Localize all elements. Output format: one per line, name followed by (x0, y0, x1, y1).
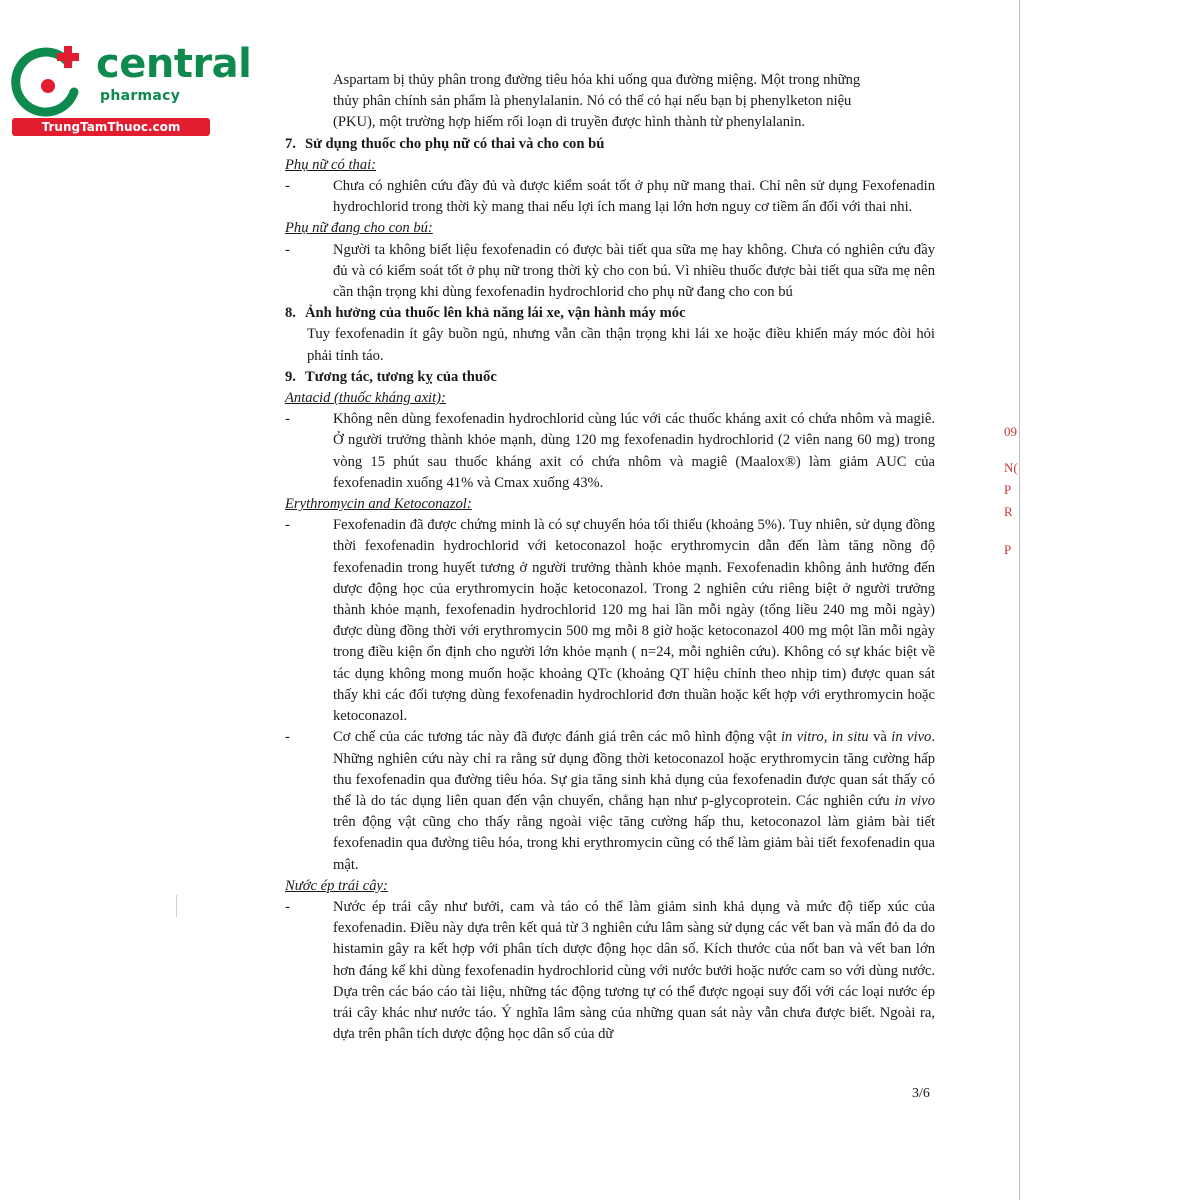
margin-stamp-fragment: P (1004, 542, 1012, 557)
section-7-paragraph-breastfeeding: - Người ta không biết liệu fexofenadin có được bài tiết qua sữa mẹ hay không. Chưa có nghiên cứu đầy đủ và có kiểm soát tốt ở phụ nữ trong thời kỳ cho con bú. Vì nhiều thuốc được bài tiết qua sữa mẹ nên cần thận trọng khi dùng fexofenadin hydrochlorid cho phụ nữ đang cho con bú (285, 240, 935, 304)
section-7-sub-breastfeeding: Phụ nữ đang cho con bú: (285, 220, 433, 237)
document-page (285, 70, 935, 1045)
section-9-sub-erythromycin: Erythromycin and Ketoconazol: (285, 496, 472, 513)
section-7-paragraph-pregnant: - Chưa có nghiên cứu đầy đủ và được kiểm soát tốt ở phụ nữ mang thai. Chỉ nên sử dụng Fexofenadin hydrochlorid trong thời kỳ mang thai nếu lợi ích mang lại lớn hơn nguy cơ tiềm ẩn đối với thai nhi. (285, 176, 935, 218)
page-edge-divider (1019, 0, 1020, 1200)
section-7-heading: 7. Sử dụng thuốc cho phụ nữ có thai và cho con bú (285, 135, 605, 152)
section-7-sub-pregnant: Phụ nữ có thai: (285, 156, 377, 173)
intro-line: (PKU), một trường hợp hiếm rối loạn di truyền được hình thành từ phenylalanin. (333, 114, 806, 131)
intro-line: thủy phân chính sản phẩm là phenylalanin. Nó có thể có hại nếu bạn bị phenylketon niệu (333, 93, 852, 110)
brand-website[interactable]: TrungTamThuoc.com (12, 118, 210, 136)
scan-mark (176, 895, 177, 917)
section-9-paragraph-mechanism: - Cơ chế của các tương tác này đã được đánh giá trên các mô hình động vật in vitro, in situ và in vivo. Những nghiên cứu này chỉ ra rằng sử dụng đồng thời ketoconazol hoặc erythromycin tăng cường hấp thu fexofenadin qua đường tiêu hóa. Sự gia tăng sinh khả dụng của fexofenadin được quan sát thấy có thể là do tác dụng liên quan đến vận chuyển, chẳng hạn như p-glycoprotein. Các nghiên cứu in vivo trên động vật cũng cho thấy rằng ngoài việc tăng cường hấp thu, ketoconazol làm giảm bài tiết fexofenadin qua đường tiêu hóa, trong khi erythromycin cũng có thể làm giảm bài tiết fexofenadin qua mật. (285, 727, 935, 875)
intro-line: Aspartam bị thủy phân trong đường tiêu hóa khi uống qua đường miệng. Một trong những (333, 72, 861, 88)
margin-stamp-fragment: 09 (1004, 424, 1017, 439)
intro-paragraph (285, 70, 935, 134)
section-9-paragraph-antacid: - Không nên dùng fexofenadin hydrochlorid cùng lúc với các thuốc kháng axit có chứa nhôm và magiê. Ở người trưởng thành khỏe mạnh, dùng 120 mg fexofenadin hydrochlorid (2 viên nang 60 mg) trong vòng 15 phút sau thuốc kháng axit có chứa nhôm và magiê (Maalox®) làm giảm AUC của fexofenadin xuống 41% và Cmax xuống 43%. (285, 409, 935, 494)
section-9-paragraph-erythromycin: - Fexofenadin đã được chứng minh là có sự chuyển hóa tối thiểu (khoảng 5%). Tuy nhiên, sử dụng đồng thời fexofenadin hydrochlorid với ketoconazol hoặc erythromycin dẫn đến làm tăng nồng độ fexofenadin trong huyết tương ở người trưởng thành khỏe mạnh. Fexofenadin không ảnh hưởng đến dược động học của erythromycin hoặc ketoconazol. Trong 2 nghiên cứu riêng biệt ở người trưởng thành khỏe mạnh, fexofenadin hydrochlorid 120 mg hai lần mỗi ngày (tổng liều 240 mg mỗi ngày) được dùng đồng thời với erythromycin 500 mg mỗi 8 giờ hoặc ketoconazol 400 mg một lần mỗi ngày trong điều kiện ổn định cho người lớn khỏe mạnh ( n=24, mỗi nghiên cứu). Không có sự khác biệt về tác dụng không mong muốn hoặc khoảng QTc (khoảng QT hiệu chỉnh theo nhịp tim) được quan sát thấy khi các đối tượng dùng fexofenadin hydrochlorid đơn thuần hoặc kết hợp với erythromycin hoặc ketoconazol. (285, 515, 935, 727)
margin-stamp-fragment: N( P R (1004, 460, 1018, 519)
section-8-paragraph: Tuy fexofenadin ít gây buồn ngủ, nhưng vẫn cần thận trọng khi lái xe hoặc điều khiển máy móc đòi hỏi phải tỉnh táo. (307, 326, 935, 364)
section-9-sub-fruit-juice: Nước ép trái cây: (285, 877, 388, 894)
section-9-sub-antacid: Antacid (thuốc kháng axit): (285, 390, 446, 407)
pharmacy-cross-logo-icon (10, 40, 90, 120)
central-pharmacy-logo[interactable] (10, 38, 252, 138)
page-number: 3/6 (912, 1086, 930, 1101)
brand-subtitle: pharmacy (100, 88, 181, 104)
section-9-paragraph-fruit-juice: - Nước ép trái cây như bưởi, cam và táo có thể làm giảm sinh khả dụng và mức độ tiếp xúc của fexofenadin. Điều này dựa trên kết quả từ 3 nghiên cứu lâm sàng sử dụng các vết ban và mẩn đỏ da do histamin gây ra kết hợp với phân tích dược động học dân số. Kích thước của nốt ban và vết ban lớn hơn đáng kể khi dùng fexofenadin hydrochlorid cùng với nước bưởi hoặc nước cam so với dùng nước. Dựa trên các báo cáo tài liệu, những tác động tương tự có thể được ngoại suy đối với các loại nước ép trái cây khác như nước táo. Ý nghĩa lâm sàng của những quan sát này vẫn chưa được biết. Ngoài ra, dựa trên phân tích dược động học dân số của dữ (285, 897, 935, 1045)
section-8-heading: 8. Ảnh hưởng của thuốc lên khả năng lái xe, vận hành máy móc (285, 305, 686, 322)
brand-name: central (96, 41, 252, 87)
section-9-heading: 9. Tương tác, tương kỵ của thuốc (285, 368, 497, 385)
